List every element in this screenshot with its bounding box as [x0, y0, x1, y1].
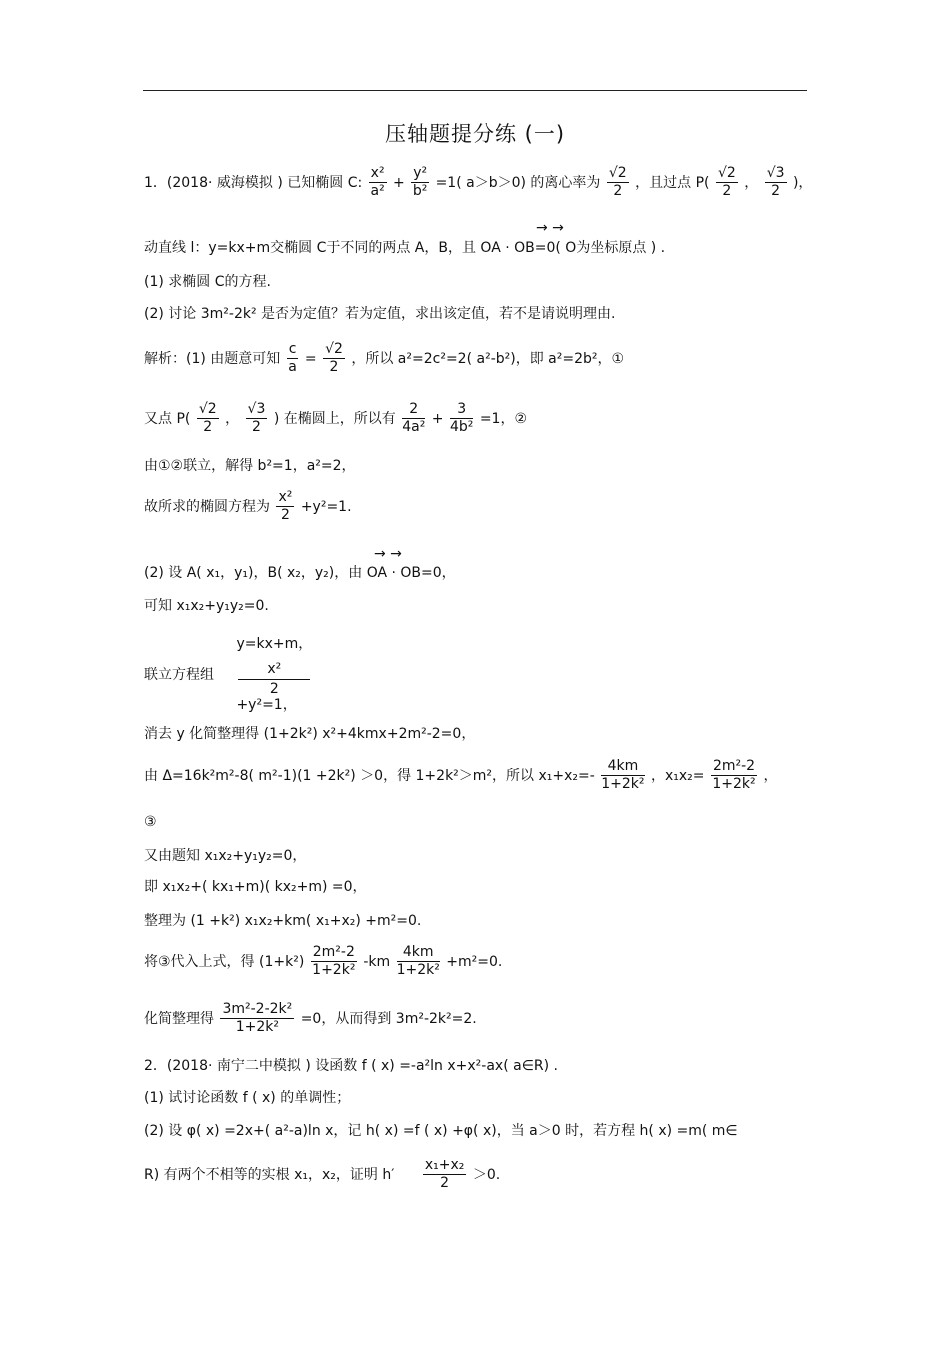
- fraction: $\frac{c}{a}$: [288, 341, 297, 376]
- fraction: $\frac{√2}{2}$: [325, 341, 343, 376]
- text: -km: [363, 953, 391, 970]
- problem-1-line-2: 动直线 l：y=kx+m交椭圆 C于不同的两点 A，B，且 OA · OB=0( O为坐标原点 ) .: [144, 240, 666, 256]
- text: )，: [792, 174, 813, 191]
- fraction: $\frac{\text{x₁+x₂}}{2}$: [424, 1157, 465, 1192]
- fraction: $\frac{√2}{2}$: [198, 401, 217, 436]
- fraction: $\frac{\text{2m²-2}}{\text{1+2k²}}$: [312, 944, 356, 979]
- fraction: $\frac{\text{x²}}{2}$: [278, 489, 293, 524]
- text: 1．(2018· 威海模拟 ) 已知椭圆 C:: [144, 174, 367, 191]
- text: 由 Δ=16k²m²-8( m²-1)(1 +2k²) ＞0，得 1+2k²＞m²，所以 x₁+x₂=-: [144, 767, 595, 784]
- fraction: $\frac{√2}{2}$: [717, 165, 736, 200]
- solution-line-4: [144, 490, 352, 524]
- solution-line-9: ③: [144, 814, 157, 830]
- solution-line-11: 即 x₁x₂+( kx₁+m)( kx₂+m) =0，: [144, 879, 367, 895]
- fraction: $\frac{\text{2m²-2}}{\text{1+2k²}}$: [712, 758, 756, 793]
- problem-2-question-2-cont: [144, 1158, 500, 1192]
- fraction: $\frac{√2}{2}$: [608, 165, 627, 200]
- fraction: $\frac{\text{y²}}{\text{b²}}$: [412, 165, 428, 200]
- fraction: $\frac{4km}{\text{1+2k²}}$: [396, 944, 440, 979]
- text: +m²=0.: [446, 953, 503, 970]
- text: 又点 P(: [144, 410, 191, 427]
- problem-2-statement: 2．(2018· 南宁二中模拟 ) 设函数 f ( x) =-a²ln x+x²-ax( a∈R) .: [144, 1058, 558, 1074]
- equation: x² 2 +y²=1，: [236, 661, 312, 714]
- header-rule: [143, 90, 807, 91]
- text: =1( a＞b＞0) 的离心率为: [435, 174, 601, 191]
- fraction: $\frac{2}{\text{4a²}}$: [402, 401, 426, 436]
- text: ，所以 a²=2c²=2( a²-b²)，即 a²=2b²，①: [351, 350, 625, 367]
- solution-line-1: [144, 342, 624, 376]
- text: ，: [763, 767, 778, 784]
- vector-arrows: → →: [536, 220, 564, 236]
- text: R) 有两个不相等的实根 x₁，x₂，证明 h′: [144, 1166, 395, 1183]
- text: 故所求的椭圆方程为: [144, 498, 270, 515]
- text: ，且过点 P(: [635, 174, 710, 191]
- solution-line-2: [144, 402, 527, 436]
- text: ＞0.: [472, 1166, 501, 1183]
- equation-system: [236, 636, 312, 714]
- text: +y²=1.: [300, 498, 352, 515]
- fraction: $\frac{\text{3m²-2-2k²}}{\text{1+2k²}}$: [222, 1001, 293, 1036]
- text: ) 在椭圆上，所以有: [273, 410, 396, 427]
- text: =1，②: [479, 410, 528, 427]
- solution-line-13: [144, 945, 502, 979]
- text: +: [393, 174, 405, 191]
- text: ，x₁x₂=: [650, 767, 705, 784]
- fraction: $\frac{√3}{2}$: [766, 165, 785, 200]
- page-title: 压轴题提分练 (一): [384, 122, 566, 146]
- problem-2-question-1: (1) 试讨论函数 f ( x) 的单调性；: [144, 1090, 351, 1106]
- text: 化简整理得: [144, 1010, 214, 1027]
- solution-line-7: 消去 y 化简整理得 (1+2k²) x²+4kmx+2m²-2=0，: [144, 726, 476, 742]
- text: =0，从而得到 3m²-2k²=2.: [300, 1010, 477, 1027]
- text: 将③代入上式，得 (1+k²): [144, 953, 305, 970]
- solution-line-14: [144, 1002, 477, 1036]
- fraction: $\frac{4km}{\text{1+2k²}}$: [601, 758, 645, 793]
- text: 联立方程组: [144, 667, 214, 684]
- vector-arrows: → →: [374, 546, 402, 562]
- fraction: $\frac{3}{\text{4b²}}$: [449, 401, 474, 436]
- problem-1-question-1: (1) 求椭圆 C的方程.: [144, 274, 271, 290]
- solution-line-3: 由①②联立，解得 b²=1，a²=2，: [144, 458, 356, 474]
- text: 解析：(1) 由题意可知: [144, 350, 281, 367]
- fraction: $\frac{√3}{2}$: [247, 401, 266, 436]
- system-of-equations: [144, 636, 312, 714]
- problem-1-statement: [144, 166, 812, 200]
- text: ，: [744, 174, 759, 191]
- solution-line-12: 整理为 (1 +k²) x₁x₂+km( x₁+x₂) +m²=0.: [144, 913, 422, 929]
- text: +: [431, 410, 444, 427]
- fraction: x² 2: [238, 661, 310, 698]
- solution-line-8: [144, 759, 778, 793]
- fraction: $\frac{\text{x²}}{\text{a²}}$: [370, 165, 385, 200]
- solution-line-6: 可知 x₁x₂+y₁y₂=0.: [144, 598, 269, 614]
- solution-line-5: (2) 设 A( x₁，y₁)，B( x₂，y₂)，由 OA · OB=0，: [144, 565, 456, 581]
- problem-2-question-2: (2) 设 φ( x) =2x+( a²-a)ln x，记 h( x) =f ( x) +φ( x)，当 a＞0 时，若方程 h( x) =m( m∈: [144, 1123, 738, 1139]
- equation: y=kx+m，: [236, 636, 313, 652]
- solution-line-10: 又由题知 x₁x₂+y₁y₂=0，: [144, 848, 307, 864]
- problem-1-question-2: (2) 讨论 3m²-2k² 是否为定值？若为定值，求出该定值，若不是请说明理由.: [144, 306, 616, 322]
- text: =: [304, 350, 317, 367]
- text: ，: [225, 410, 240, 427]
